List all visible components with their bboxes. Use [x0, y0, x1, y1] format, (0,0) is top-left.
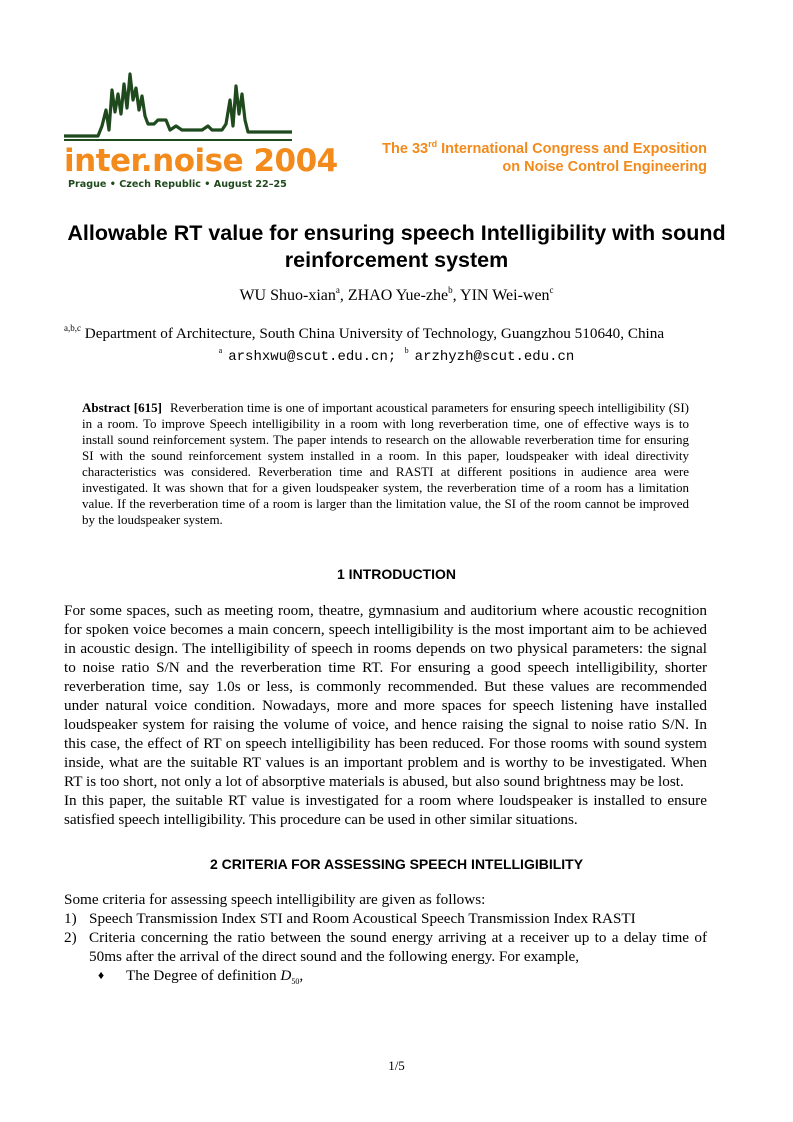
skyline-graphic [62, 70, 294, 146]
introduction-body [64, 601, 707, 829]
list-item: 2) Criteria concerning the ratio between the sound energy arriving at a receiver up to a delay time of 50ms after the arrival of the direct sound and the following energy. For example, [64, 929, 707, 965]
criteria-body [64, 890, 707, 991]
author-name: YIN Wei-wen [460, 287, 550, 304]
author-list: WU Shuo-xian$^a$, ZHAO Yue-zhe$^b$, YIN Wei-wen$^c$ [239, 285, 554, 304]
diamond-bullet-icon: ♦ [98, 968, 105, 982]
congress-header [382, 140, 707, 176]
section-heading-introduction: 1 INTRODUCTION [337, 566, 456, 582]
affiliation: $^{a,b,c}$ Department of Architecture, South China University of Technology, Guangzhou 510640, China [64, 323, 665, 342]
paragraph: For some spaces, such as meeting room, theatre, gymnasium and auditorium where acoustic recognition for spoken voice becomes a main concern, speech intelligibility is the most important aim to be achieved in acoustic design. The intelligibility of speech in rooms depends on two physical parameters: the signal to noise ratio S/N and the reverberation time RT. For ensuring a good speech intelligibility, shorter reverberation time, say 1.0s or less, is commonly recommended. But these values are recommended under natural voice condition. Nowadays, more and more spaces for speech listening have installed loudspeaker system for raising the volume of voice, and hence raising the signal to noise ratio S/N. In this case, the effect of RT on speech intelligibility has been reduced. For those rooms with sound system inside, what are the suitable RT values is an important problem and is worthy to be investigated. When RT is too short, not only a lot of absorptive materials is abused, but also sound brightness may be lost. [64, 602, 707, 790]
abstract-text: Reverberation time is one of important acoustical parameters for ensuring speech intelligibility (SI) in a room. To improve Speech intelligibility in a room with long reverberation time, one of effective ways is to install sound reinforcement system. The paper intends to research on the allowable reverberation time for ensuring SI with the sound reinforcement system installed in a room. In this paper, loudspeaker with ideal directivity characteristics was considered. Reverberation time and RASTI at different positions in audience area were investigated. It was shown that for a given loudspeaker system, the reverberation time of a room has a limitation value. If the reverberation time of a room is larger than the limitation value, the SI of the room cannot be improved by the loudspeaker system. [82, 400, 689, 527]
section-heading-criteria: 2 CRITERIA FOR ASSESSING SPEECH INTELLIGIBILITY [209, 856, 584, 872]
email-list: $^a$ arshxwu@scut.edu.cn; $^b$ arzhyzh@scut.edu.cn [218, 346, 575, 365]
list-item: 1) Speech Transmission Index STI and Room Acoustical Speech Transmission Index RASTI [64, 910, 636, 927]
congress-line-2: on Noise Control Engineering [502, 159, 707, 175]
page-number: 1/5 [388, 1058, 405, 1073]
bullet-item: ♦ The Degree of definition $D_{50}$, [98, 966, 707, 991]
logo-wordmark: inter.noise 2004 [64, 143, 338, 179]
author-name: ZHAO Yue-zhe [347, 287, 449, 304]
author-name: WU Shuo-xian [239, 287, 336, 304]
abstract-label: Abstract [615] [82, 400, 162, 415]
abstract [82, 400, 689, 528]
congress-line-1: The 33rd International Congress and Exposition [382, 139, 707, 157]
email-address[interactable]: arzhyzh@scut.edu.cn [414, 349, 575, 365]
conference-logo [62, 70, 338, 194]
logo-subtitle: Prague • Czech Republic • August 22–25 [68, 179, 287, 190]
paper-title: Allowable RT value for ensuring speech Intelligibility with sound reinforcement system [67, 221, 726, 272]
email-address[interactable]: arshxwu@scut.edu.cn; [228, 349, 397, 365]
paragraph: Some criteria for assessing speech intelligibility are given as follows: [64, 891, 486, 908]
paragraph: In this paper, the suitable RT value is investigated for a room where loudspeaker is installed to ensure satisfied speech intelligibility. This procedure can be used in other similar situations. [64, 792, 707, 828]
